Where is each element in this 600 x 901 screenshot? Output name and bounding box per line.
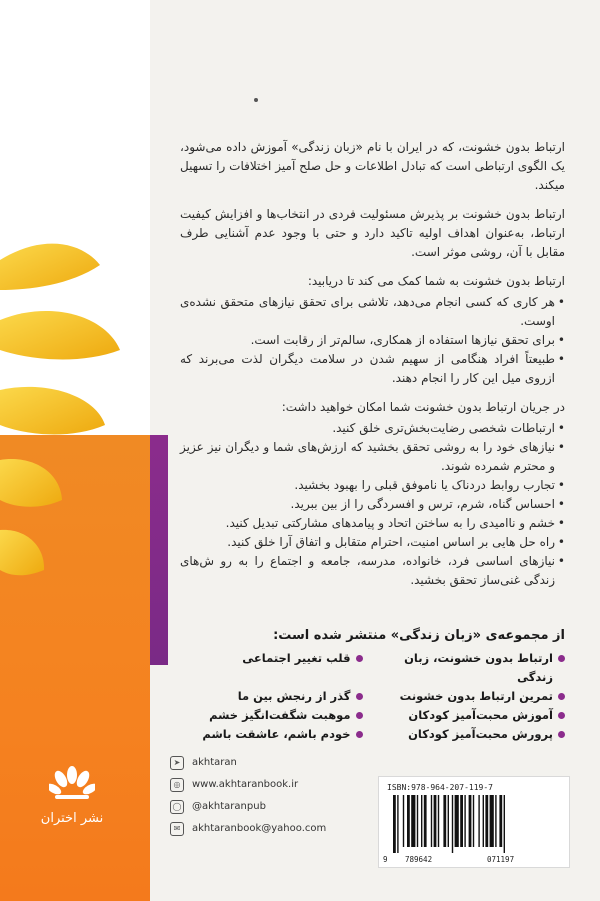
barcode-bar: [434, 795, 437, 847]
instagram-icon: ◯: [170, 800, 184, 814]
isbn-text: ISBN:978-964-207-119-7: [387, 783, 493, 792]
barcode-bar: [421, 795, 422, 847]
list-item: • راه حل هایی بر اساس امنیت، احترام متقابل و اتفاق آرا خلق کنید.: [180, 533, 565, 552]
sunflower-petals-illustration: [0, 230, 160, 590]
barcode-bar: [464, 795, 465, 847]
bullet-list: [180, 293, 565, 388]
contact-instagram: @akhtaranpub: [192, 801, 266, 812]
series-section: [180, 628, 565, 744]
series-item: موهبت شگفت‌انگیز خشم: [180, 706, 363, 725]
barcode-bar: [393, 795, 396, 853]
barcode-digits-left: 9: [383, 855, 388, 864]
contact-handle: akhtaran: [192, 757, 237, 768]
series-item: تمرین ارتباط بدون خشونت: [383, 687, 566, 706]
paragraph: ارتباط بدون خشونت، که در ایران با نام «زبان زندگی» آموزش داده می‌شود، یک الگوی ارتباطی است که تبادل اطلاعات و حل صلح آمیز اختلافات را تسهیل میکند.: [180, 140, 565, 192]
list-intro: در جریان ارتباط بدون خشونت شما امکان خواهید داشت:: [281, 400, 565, 414]
series-list: [180, 649, 565, 744]
barcode-bar: [469, 795, 472, 847]
list-item: • برای تحقق نیازها استفاده از همکاری، سالم‌تر از رقابت است.: [180, 331, 565, 350]
contact-instagram-row: [170, 796, 350, 818]
barcode-icon: [387, 795, 563, 853]
series-item: قلب تغییر اجتماعی: [180, 649, 363, 687]
barcode-bar: [490, 795, 494, 847]
contact-website-row: [170, 774, 350, 796]
barcode-bar: [504, 795, 505, 853]
barcode-bar: [397, 795, 398, 853]
list-intro: ارتباط بدون خشونت به شما کمک می کند تا دریابید:: [307, 274, 565, 288]
barcode-digits-right: 071197: [487, 855, 515, 864]
barcode-bar: [473, 795, 474, 847]
series-item: آموزش محبت‌آمیز کودکان: [383, 706, 566, 725]
barcode-bar: [478, 795, 479, 847]
series-item: خودم باشم، عاشقت باشم: [180, 725, 363, 744]
barcode-bar: [403, 795, 404, 847]
series-title: از مجموعه‌ی «زبان زندگی» منتشر شده است:: [273, 628, 565, 643]
list-item: • خشم و ناامیدی را به ساختن اتحاد و پیامدهای مشارکتی تبدیل کنید.: [180, 514, 565, 533]
publisher-name: نشر اختران: [40, 811, 104, 826]
barcode-bar: [411, 795, 415, 847]
barcode-bar: [460, 795, 463, 847]
barcode-bar: [448, 795, 449, 847]
list-item: • احساس گناه، شرم، ترس و افسردگی را از بین ببرید.: [180, 495, 565, 514]
list-item: • تجارب روابط دردناک یا ناموفق قبلی را بهبود بخشید.: [180, 476, 565, 495]
list-item: • طبیعتاً افراد هنگامی از سهیم شدن در سلامت دیگران لذت می‌برند که ازروی میل این کار را انجام دهند.: [180, 350, 565, 388]
publisher-logo: [40, 765, 104, 826]
barcode-bar: [424, 795, 427, 847]
globe-icon: ◎: [170, 778, 184, 792]
barcode-bar: [443, 795, 446, 847]
barcode-bar: [499, 795, 502, 847]
back-cover-text: [180, 138, 565, 600]
decorative-dot: [254, 98, 258, 102]
publisher-emblem-icon: [49, 765, 95, 805]
contact-email[interactable]: akhtaranbook@yahoo.com: [192, 823, 327, 834]
contact-handle-row: [170, 752, 350, 774]
barcode-digits-mid: 789642: [405, 855, 433, 864]
barcode-bar: [495, 795, 496, 847]
barcode-bar: [438, 795, 439, 847]
list-item: • نیازهای خود را به روشی تحقق بخشید که ارزش‌های شما و دیگران نیز عزیز و محترم شمرده شوند.: [180, 438, 565, 476]
list-item: • ارتباطات شخصی رضایت‌بخش‌تری خلق کنید.: [180, 419, 565, 438]
paragraph: ارتباط بدون خشونت بر پذیرش مسئولیت فردی در انتخاب‌ها و افزایش کیفیت ارتباط، به‌عنوان اهداف اولیه تاکید دارد و حتی با وجود عدم آشنایی طرف مقابل با آن، روشی موثر است.: [180, 207, 565, 259]
barcode-bar: [485, 795, 488, 847]
barcode-bar: [407, 795, 410, 847]
barcode-bar: [455, 795, 459, 847]
bullet-list: [180, 419, 565, 590]
series-item: گذر از رنجش بین ما: [180, 687, 363, 706]
list-item: • نیازهای اساسی فرد، خانواده، مدرسه، جامعه و اجتماع را به رو ش‌های زندگی غنی‌ساز تحقق بخشید.: [180, 552, 565, 590]
telegram-icon: ➤: [170, 756, 184, 770]
series-item: ارتباط بدون خشونت، زبان زندگی: [383, 649, 566, 687]
barcode-bar: [417, 795, 418, 847]
barcode-bar: [431, 795, 432, 847]
contact-email-row: [170, 818, 350, 840]
barcode-bar: [452, 795, 453, 853]
contact-info: [170, 752, 350, 840]
barcode-panel: [378, 776, 570, 868]
list-item: • هر کاری که کسی انجام می‌دهد، تلاشی برای تحقق نیازهای متحقق نشده‌ی اوست.: [180, 293, 565, 331]
contact-website[interactable]: www.akhtaranbook.ir: [192, 779, 299, 790]
barcode-bar: [483, 795, 484, 847]
series-item: پرورش محبت‌آمیز کودکان: [383, 725, 566, 744]
mail-icon: ✉: [170, 822, 184, 836]
